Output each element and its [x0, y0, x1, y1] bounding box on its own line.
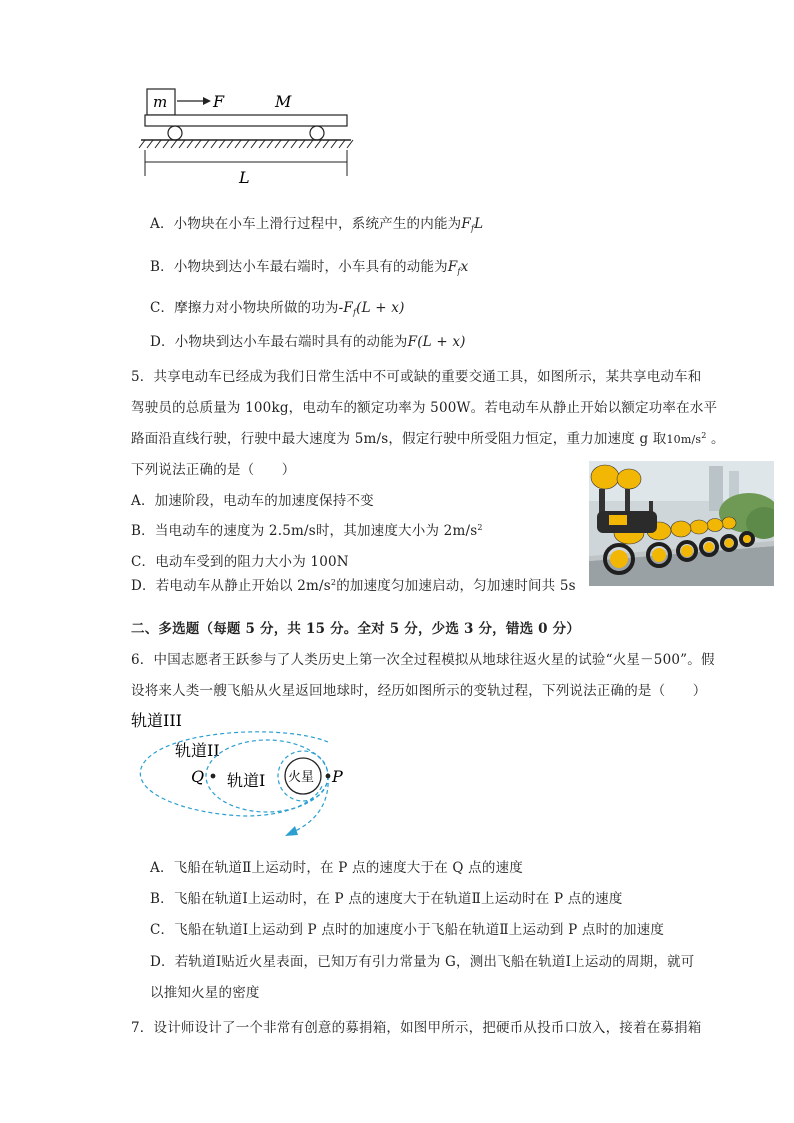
q5-stem-line2: 驾驶员的总质量为 100kg，电动车的额定功率为 500W。若电动车从静止开始以额定功率在水平 [131, 400, 718, 416]
label-orbit1: 轨道I [227, 771, 266, 790]
q5-stem-line3: 路面沿直线行驶，行驶中最大速度为 5m/s，假定行驶中所受阻力恒定，重力加速度 g 取$10m/s^2$ 。 [131, 431, 725, 447]
q5-stem-line4: 下列说法正确的是（ ） [131, 462, 296, 478]
label-F: F [213, 92, 225, 111]
label-M: M [275, 92, 292, 111]
label-orbit3: 轨道III [131, 711, 182, 730]
label-m: m [153, 93, 168, 111]
q4-option-c: C．摩擦力对小物块所做的功为$-F_f(L + x)$ [150, 300, 405, 317]
label-P: P [332, 767, 343, 786]
q5-stem-line1: 5．共享电动车已经成为我们日常生活中不可或缺的重要交通工具，如图所示，某共享电动车和 [131, 369, 702, 385]
q6-option-b: B．飞船在轨道Ⅰ上运动时，在 P 点的速度大于在轨道Ⅱ上运动时在 P 点的速度 [150, 891, 623, 907]
label-Q: Q [191, 767, 205, 786]
q5-option-a: A．加速阶段，电动车的加速度保持不变 [131, 493, 374, 509]
label-orbit2: 轨道II [175, 741, 220, 760]
q6-option-c: C．飞船在轨道Ⅰ上运动到 P 点时的加速度小于飞船在轨道Ⅱ上运动到 P 点时的加速度 [150, 922, 665, 938]
q6-option-d-line2: 以推知火星的密度 [150, 985, 260, 1001]
shared-ebike-photo [589, 461, 774, 586]
q4-option-b: B．小物块到达小车最右端时，小车具有的动能为$F_fx$ [150, 259, 469, 276]
wheel-right [310, 126, 324, 140]
q4-option-d: D．小物块到达小车最右端时具有的动能为F(L + x) [150, 334, 466, 350]
orbit-transfer-figure [125, 704, 355, 844]
q6-stem-line1: 6．中国志愿者王跃参与了人类历史上第一次全过程模拟从地球往返火星的试验“火星－500”。假 [131, 652, 715, 668]
q5-option-b: B．当电动车的速度为 2.5m/s时，其加速度大小为 $2m/s^2$ [131, 523, 483, 539]
q5-option-d: D．若电动车从静止开始以 $2m/s^2$的加速度匀加速启动，匀加速时间共 5s [131, 578, 576, 594]
q5-option-c: C．电动车受到的阻力大小为 100N [131, 554, 349, 570]
label-L: L [239, 168, 250, 187]
cart-M [145, 115, 347, 126]
force-arrowhead [203, 97, 211, 105]
q6-stem-line2: 设将来人类一艘飞船从火星返回地球时，经历如图所示的变轨过程，下列说法正确的是（ ） [131, 683, 707, 699]
point-p [326, 774, 331, 779]
block-cart-figure [135, 84, 365, 189]
q6-option-a: A．飞船在轨道Ⅱ上运动时，在 P 点的速度大于在 Q 点的速度 [150, 860, 523, 876]
escape-arrowhead [285, 826, 298, 836]
ground-hatching [139, 140, 353, 148]
q4-option-a: A．小物块在小车上滑行过程中，系统产生的内能为$F_fL$ [150, 216, 484, 233]
q6-option-d-line1: D．若轨道Ⅰ贴近火星表面，已知万有引力常量为 G，测出飞船在轨道Ⅰ上运动的周期，就可 [150, 954, 695, 970]
section-multiple-choice-heading: 二、多选题（每题 5 分，共 15 分。全对 5 分，少选 3 分，错选 0 分） [131, 621, 581, 637]
q7-stem-line1: 7．设计师设计了一个非常有创意的募捐箱，如图甲所示，把硬币从投币口放入，接着在募捐箱 [131, 1020, 702, 1036]
label-mars: 火星 [288, 770, 315, 785]
wheel-left [168, 126, 182, 140]
point-q [211, 774, 216, 779]
